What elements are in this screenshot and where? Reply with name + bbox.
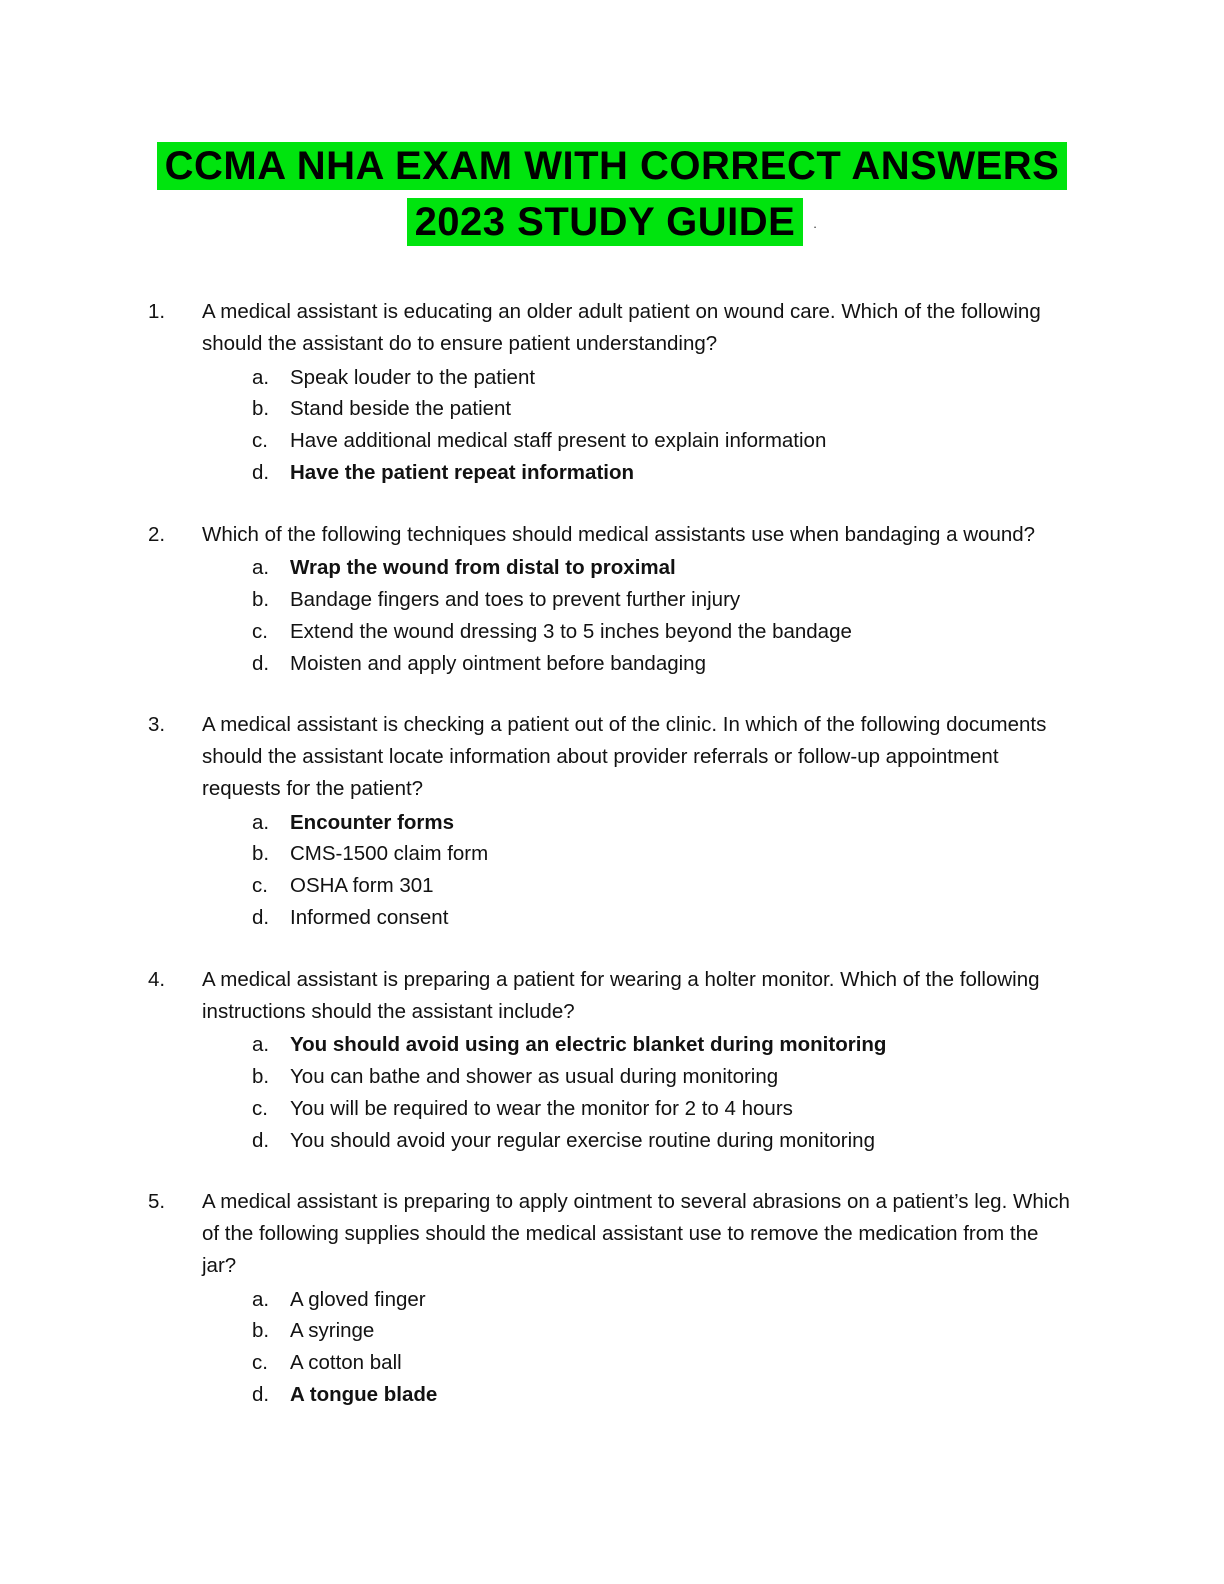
page-title-line-1	[148, 138, 1076, 194]
option-letter: c.	[252, 1096, 268, 1120]
question-text: A medical assistant is preparing a patient for wearing a holter monitor. Which of the following instructions should the assistant include?	[202, 967, 1040, 1023]
option-text: You will be required to wear the monitor for 2 to 4 hours	[290, 1096, 793, 1120]
question-list	[148, 296, 1076, 1411]
option-letter: d.	[252, 1382, 270, 1406]
question-item	[148, 709, 1076, 933]
option-letter: c.	[252, 429, 268, 453]
option-text: Speak louder to the patient	[290, 365, 536, 389]
option-text: Have the patient repeat information	[290, 460, 635, 484]
option-text: CMS-1500 claim form	[290, 842, 489, 866]
question-item	[148, 296, 1076, 489]
page-title-line-2	[148, 194, 1076, 250]
option-list	[202, 1284, 1076, 1411]
option-item	[202, 1029, 1076, 1061]
option-text: Moisten and apply ointment before bandaging	[290, 651, 706, 675]
option-item	[202, 838, 1076, 870]
option-text: OSHA form 301	[290, 874, 434, 898]
question-item	[148, 519, 1076, 680]
option-letter: c.	[252, 619, 268, 643]
option-text: A tongue blade	[290, 1382, 438, 1406]
option-text: You can bathe and shower as usual during monitoring	[290, 1065, 779, 1089]
option-text: Extend the wound dressing 3 to 5 inches beyond the bandage	[290, 619, 852, 643]
option-text: Have additional medical staff present to explain information	[290, 429, 827, 453]
option-item	[202, 1379, 1076, 1411]
option-item	[202, 616, 1076, 648]
option-item	[202, 1125, 1076, 1157]
option-text: A cotton ball	[290, 1351, 402, 1375]
option-list	[202, 1029, 1076, 1156]
option-item	[202, 393, 1076, 425]
option-letter: d.	[252, 460, 270, 484]
question-item	[148, 964, 1076, 1157]
option-text: You should avoid your regular exercise routine during monitoring	[290, 1128, 875, 1152]
option-text: You should avoid using an electric blanket during monitoring	[290, 1033, 887, 1057]
option-text: Wrap the wound from distal to proximal	[290, 556, 676, 580]
option-letter: c.	[252, 874, 268, 898]
option-item	[202, 1093, 1076, 1125]
option-item	[202, 1315, 1076, 1347]
question-item	[148, 1186, 1076, 1410]
title-period: .	[813, 216, 818, 232]
option-item	[202, 552, 1076, 584]
option-item	[202, 807, 1076, 839]
question-text: A medical assistant is educating an older adult patient on wound care. Which of the following should the assistant do to ensure patient understanding?	[202, 300, 1041, 355]
option-list	[202, 552, 1076, 679]
option-letter: b.	[252, 588, 270, 612]
option-item	[202, 1284, 1076, 1316]
option-letter: c.	[252, 1351, 268, 1375]
option-letter: a.	[252, 1033, 270, 1057]
option-item	[202, 902, 1076, 934]
title-highlight: CCMA NHA EXAM WITH CORRECT ANSWERS	[157, 142, 1068, 190]
question-text: Which of the following techniques should medical assistants use when bandaging a wound?	[202, 522, 1036, 546]
option-item	[202, 1347, 1076, 1379]
option-text: Bandage fingers and toes to prevent further injury	[290, 588, 741, 612]
option-letter: d.	[252, 1128, 270, 1152]
option-item	[202, 870, 1076, 902]
option-letter: b.	[252, 842, 270, 866]
option-text: A gloved finger	[290, 1287, 426, 1311]
option-item	[202, 362, 1076, 394]
option-letter: a.	[252, 556, 270, 580]
option-item	[202, 457, 1076, 489]
option-text: Encounter forms	[290, 810, 455, 834]
option-letter: b.	[252, 397, 270, 421]
option-letter: d.	[252, 906, 270, 930]
page-title	[148, 138, 1076, 250]
option-text: Stand beside the patient	[290, 397, 512, 421]
option-letter: b.	[252, 1319, 270, 1343]
option-item	[202, 648, 1076, 680]
title-highlight: 2023 STUDY GUIDE	[407, 198, 804, 246]
option-item	[202, 425, 1076, 457]
option-letter: a.	[252, 1287, 270, 1311]
question-number: 1.	[148, 300, 166, 323]
option-text: A syringe	[290, 1319, 375, 1343]
option-letter: a.	[252, 365, 270, 389]
option-letter: d.	[252, 651, 270, 675]
option-item	[202, 1061, 1076, 1093]
question-text: A medical assistant is preparing to apply ointment to several abrasions on a patient’s leg. Which of the following supplies should the medical assistant use to remove the medication from the jar?	[202, 1190, 1070, 1277]
option-text: Informed consent	[290, 906, 449, 930]
option-letter: b.	[252, 1065, 270, 1089]
option-letter: a.	[252, 810, 270, 834]
question-text: A medical assistant is checking a patient out of the clinic. In which of the following documents should the assistant locate information about provider referrals or follow-up appointment requests for the patient?	[202, 713, 1047, 800]
option-list	[202, 362, 1076, 489]
question-number: 4.	[148, 967, 166, 991]
option-list	[202, 807, 1076, 934]
question-number: 3.	[148, 713, 166, 737]
option-item	[202, 584, 1076, 616]
question-number: 5.	[148, 1190, 166, 1214]
question-number: 2.	[148, 522, 166, 546]
